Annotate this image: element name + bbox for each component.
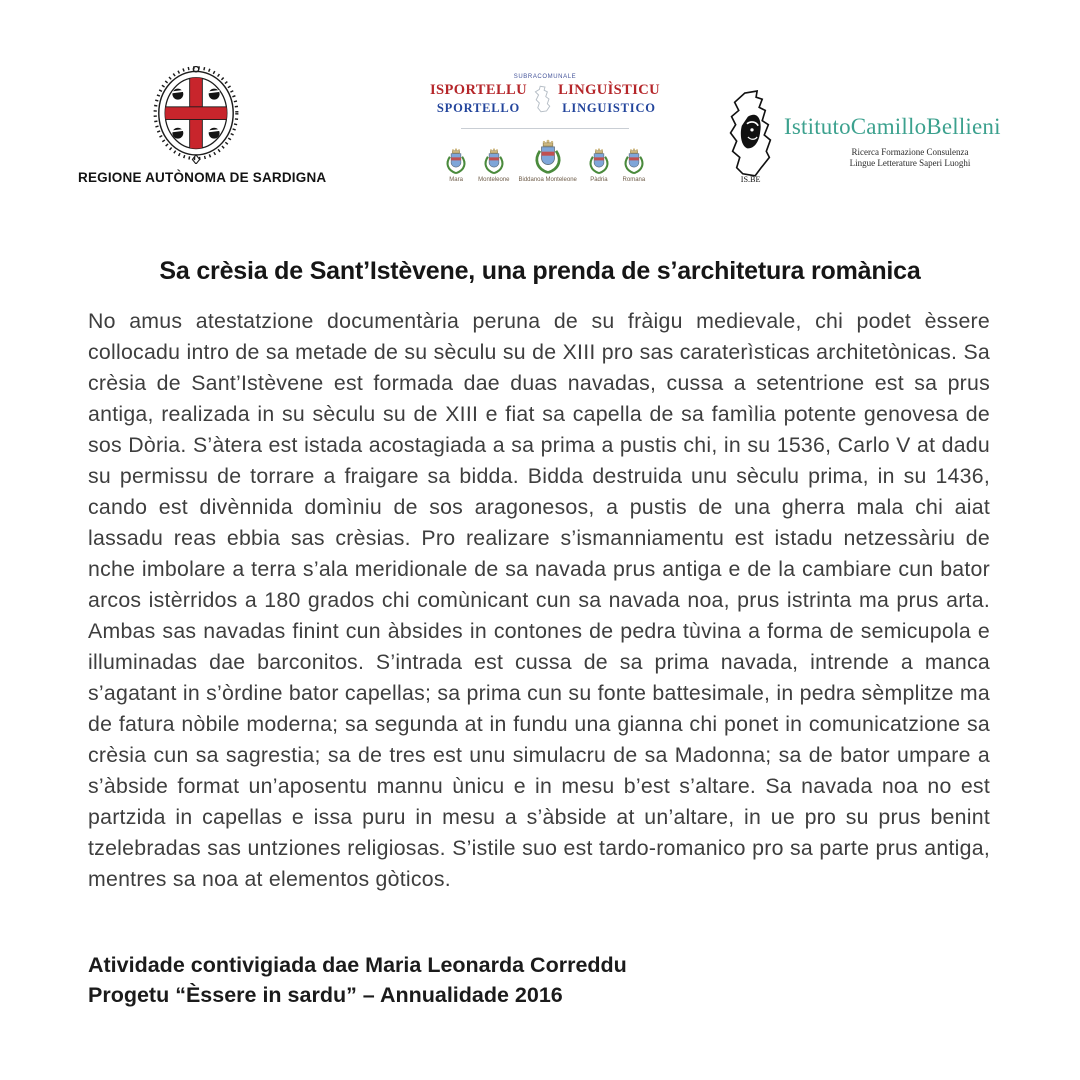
municipality-crest: Romana: [621, 147, 647, 183]
crest-icon: [481, 147, 507, 175]
sardinia-four-moors-emblem-icon: [150, 66, 242, 164]
sardinia-outline-icon: [533, 83, 552, 115]
credits-block: [88, 950, 990, 1010]
credit-line: Atividade contivigiada dae Maria Leonarda Correddu: [88, 953, 627, 977]
sportello-line2-left: SPORTELLO: [436, 101, 521, 115]
bellieni-subtitle-1: Ricerca Formazione Consulenza: [851, 147, 969, 157]
sardinia-face-silhouette-icon: [726, 90, 778, 184]
municipality-crest: Pàdria: [586, 147, 612, 183]
region-logo: [78, 66, 327, 185]
sportello-line1-left: ISPORTELLU: [430, 82, 527, 98]
crest-icon: [621, 147, 647, 175]
sportello-left-column: [430, 82, 527, 116]
sportello-title-row: [430, 82, 660, 116]
municipality-crest: Monteleone: [478, 147, 509, 183]
sportello-right-column: [558, 82, 660, 116]
municipality-crest: Mara: [443, 147, 469, 183]
sportello-divider: [461, 128, 629, 129]
crest-icon: [531, 138, 565, 175]
sportello-super-title: SUBRACOMUNALE: [513, 74, 577, 80]
bellieni-text-block: [784, 90, 1036, 169]
bellieni-acronym: IS.BE: [740, 174, 761, 184]
bellieni-subtitle-2: Lingue Letterature Saperi Luoghi: [849, 158, 971, 168]
region-logo-caption: REGIONE AUTÒNOMA DE SARDIGNA: [78, 170, 327, 185]
sportello-line2-right: LINGUISTICO: [562, 101, 656, 115]
municipality-crest: Biddanoa Monteleone: [518, 138, 576, 183]
sportello-line1-right: LINGUÌSTICU: [558, 82, 660, 98]
project-line: Progetu “Èssere in sardu” – Annualidade 2016: [88, 983, 563, 1007]
bellieni-title: IstitutoCamilloBellieni: [784, 114, 1001, 139]
article-body: No amus atestatzione documentària peruna de su fràigu medievale, chi podet èssere collocadu intro de sa metade de su sèculu su de XIII pro sas caraterìsticas architetònicas. Sa crèsia de Sant’Istèvene est formada dae duas navadas, cussa a setentrione est sa prus antiga, realizada in su sèculu su de XIII e fiat sa capella de sa famìlia potente genovesa de sos Dòria. S’àtera est istada acostagiada a sa prima a pustis chi, in su 1536, Carlo V at dadu su permissu de torrare a fraigare sa bidda. Bidda destruida unu sèculu prima, in su 1436, cando est divènnida domìniu de sos aragonesos, a pustis de una gherra mala chi aiat lassadu reas ebbia sas crèsias. Pro realizare s’ismanniamentu est istadu netzessàriu de nche imbolare a terra s’ala meridionale de sa navada prus antiga e de la cambiare cun bator arcos istèrridos a 180 grados chi comùnicant cun sa navada noa, prus istrinta ma prus arta. Ambas sas navadas finint cun àbsides in contones de pedra tùvina a forma de semicupola e illuminadas dae barconitos. S’intrada est cussa de sa prima navada, intrende a manca s’agatant in s’òrdine bator capellas; sa prima cun su fonte battesimale, in pedra sèmplitze ma de fatura nòbile moderna; sa segunda at in fundu una gianna chi ponet in comunicatzione sa crèsia cun sa sagrestia; sa de tres est unu simulacru de sa Madonna; sa de bator umpare a s’àbside format un’aposentu mannu ùnicu e in mesu b’est s’altare. Sa navada noa no est partzida in capellas e issa puru in mesu a s’àbside at un’altare, in ue pro su prus benint tzelebradas sas untziones religiosas. S’istile suo est tardo-romanico pro sa parte prus antiga, mentres sa noa at elementos gòticos.: [88, 309, 990, 891]
bellieni-institute-logo: [726, 90, 1038, 184]
page-title: Sa crèsia de Sant’Istèvene, una prenda de s’architetura romànica: [159, 256, 921, 285]
crest-icon: [586, 147, 612, 175]
bellieni-subtitles: [784, 147, 1036, 169]
sportello-linguistico-logo: [430, 74, 660, 183]
crest-icon: [443, 147, 469, 175]
municipality-crests-row: [430, 138, 660, 183]
